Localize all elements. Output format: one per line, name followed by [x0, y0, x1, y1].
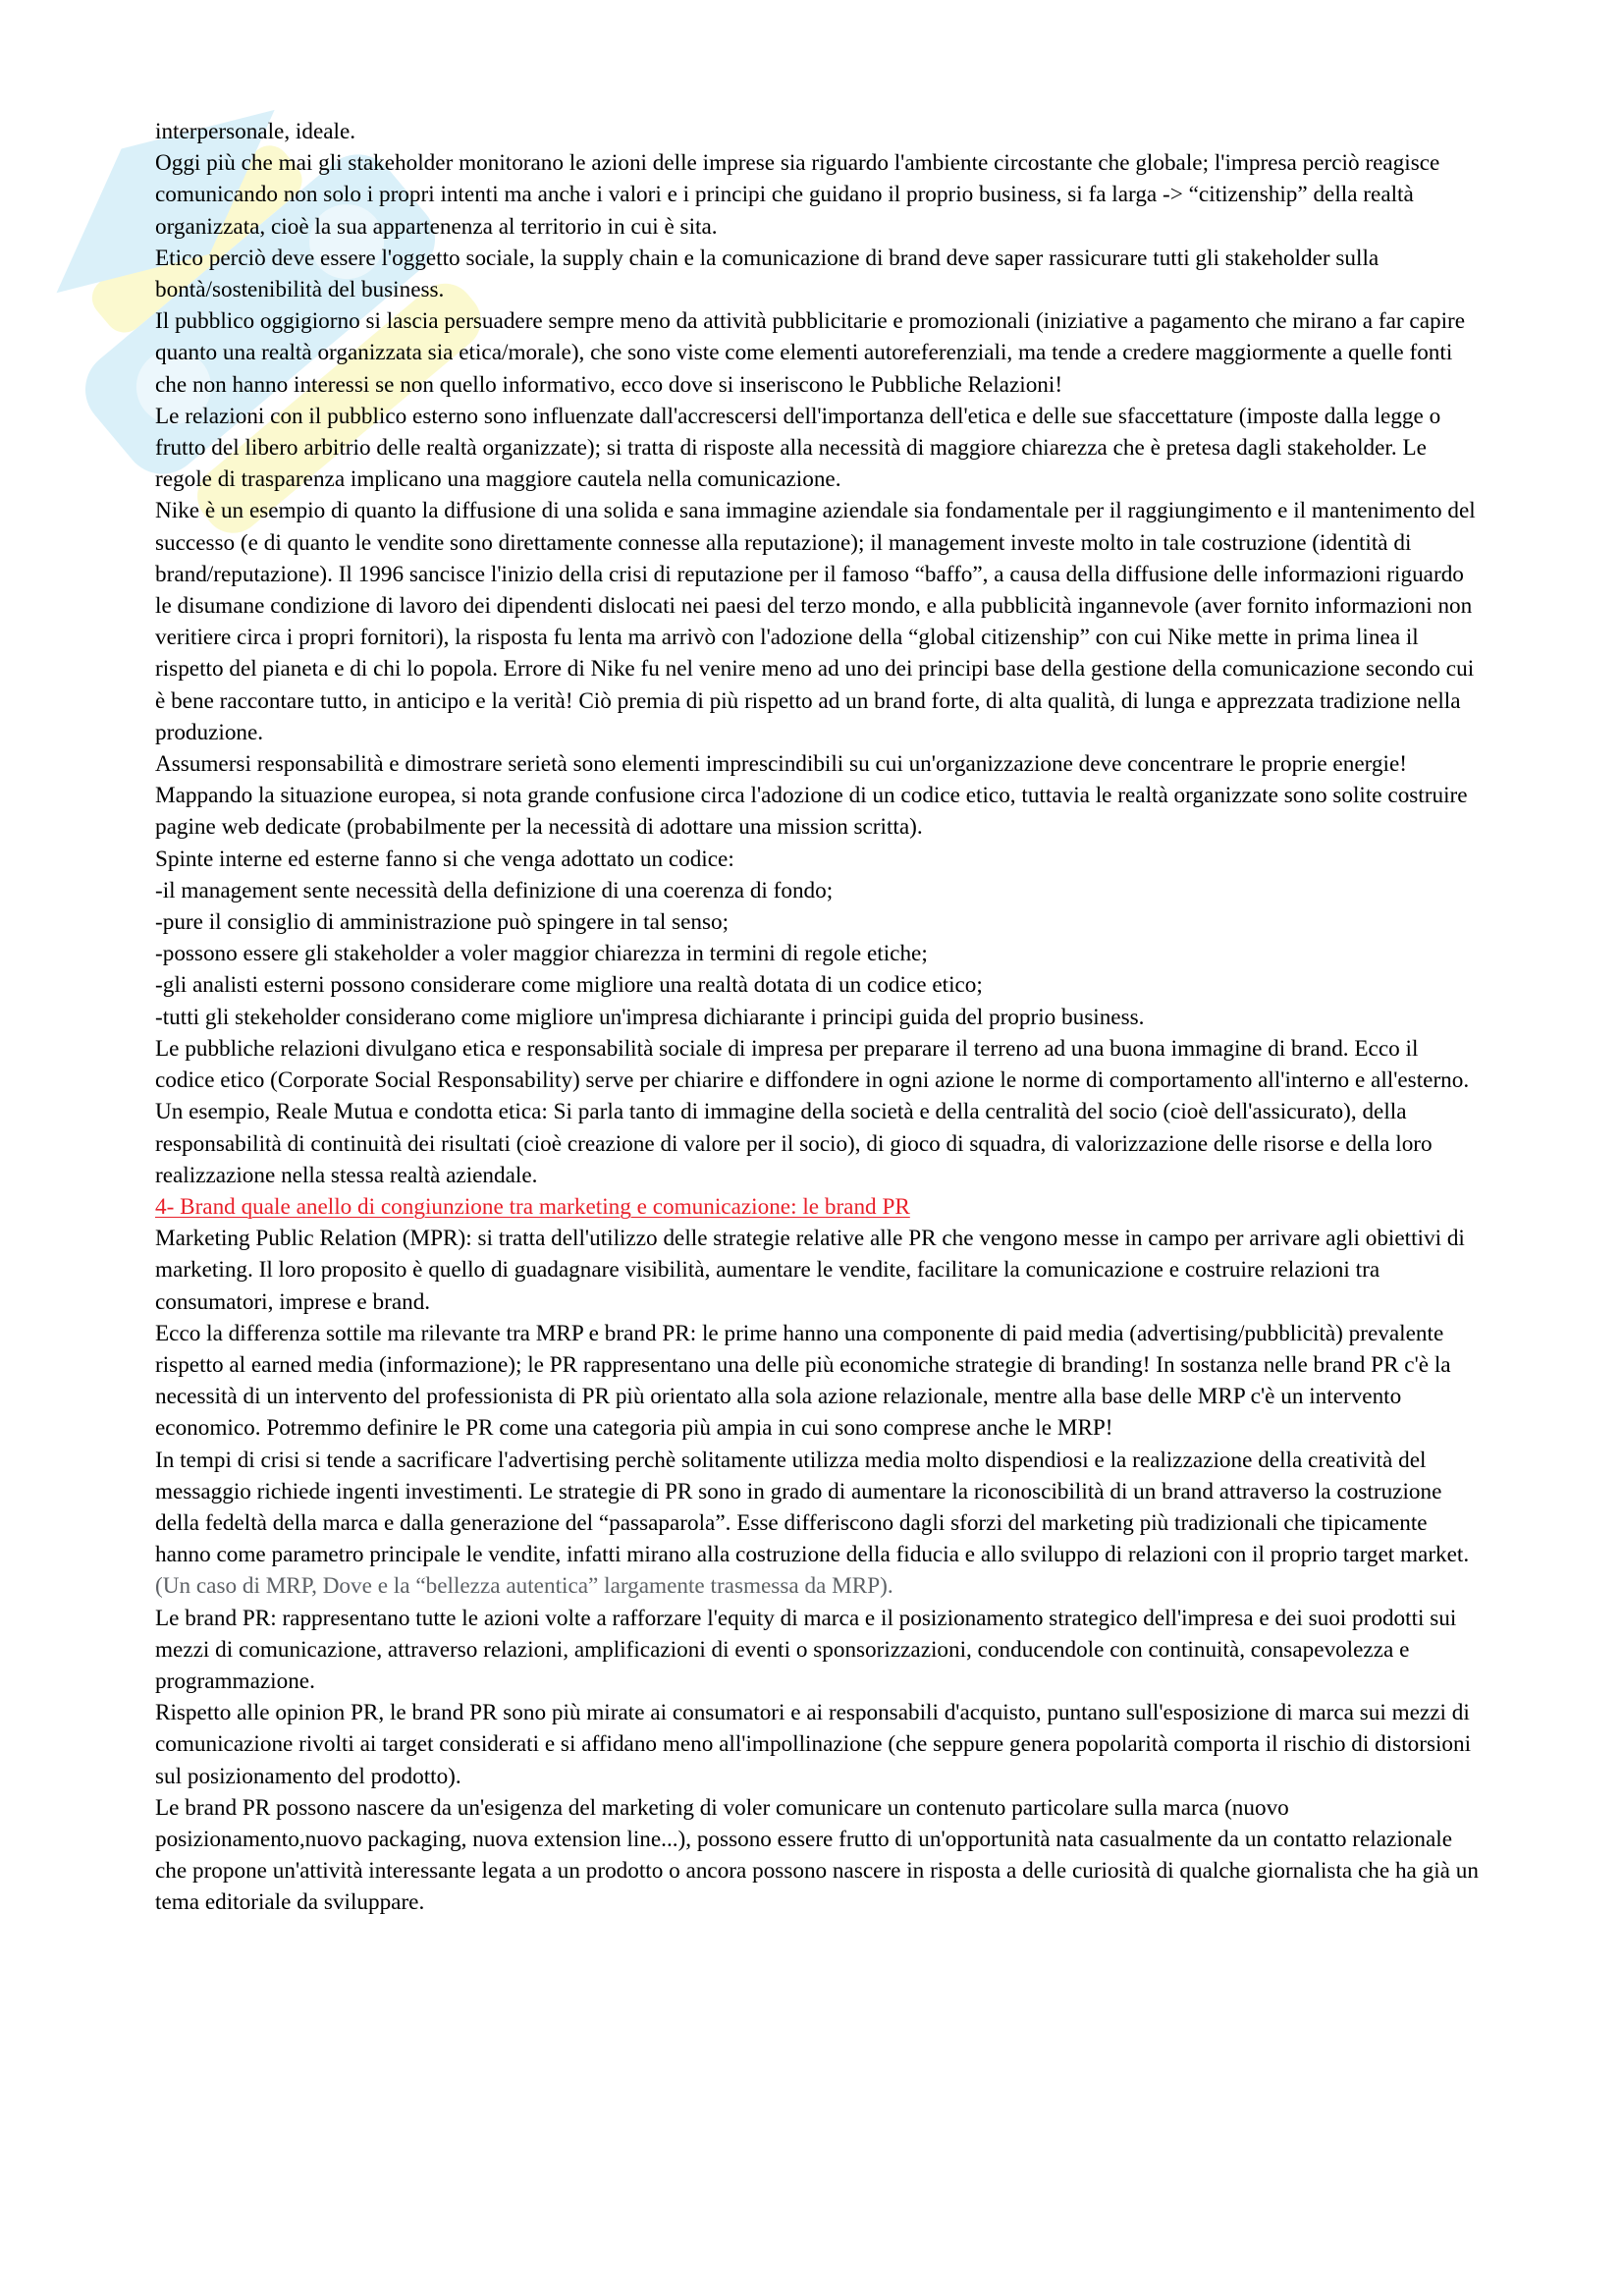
paragraph: Le relazioni con il pubblico esterno sono influenzate dall'accrescersi dell'importanza dell'etica e delle sue sfaccettature (imposte dalla legge o frutto del libero arbitrio delle realtà organizzate); si tratta di risposte alla necessità di maggiore chiarezza che è pretesa dagli stakeholder. Le regole di trasparenza implicano una maggiore cautela nella comunicazione. [155, 403, 1441, 493]
paragraph: Etico perciò deve essere l'oggetto sociale, la supply chain e la comunicazione di brand deve saper rassicurare tutti gli stakeholder sulla bontà/sostenibilità del business. [155, 245, 1380, 303]
aside-note: (Un caso di MRP, Dove e la “bellezza autentica” largamente trasmessa da MRP). [155, 1573, 893, 1600]
document-body [155, 116, 1481, 1919]
list-item: -gli analisti esterni possono considerare come migliore una realtà dotata di un codice etico; [155, 972, 983, 999]
paragraph: Le brand PR: rappresentano tutte le azioni volte a rafforzare l'equity di marca e il posizionamento strategico dell'impresa e dei suoi prodotti sui mezzi di comunicazione, attraverso relazioni, amplificazioni di eventi o sponsorizzazioni, conducendole con continuità, consapevolezza e programmazione. [155, 1605, 1457, 1694]
paragraph: Spinte interne ed esterne fanno si che venga adottato un codice: [155, 846, 734, 872]
list-item: -pure il consiglio di amministrazione può spingere in tal senso; [155, 909, 730, 936]
list-item: -il management sente necessità della definizione di una coerenza di fondo; [155, 877, 834, 903]
paragraph: Marketing Public Relation (MPR): si tratta dell'utilizzo delle strategie relative alle PR che vengono messe in campo per arrivare agli obiettivi di marketing. Il loro proposito è quello di guadagnare visibilità, aumentare le vendite, facilitare la comunicazione e costruire relazioni tra consumatori, imprese e brand. [155, 1226, 1465, 1315]
paragraph: Oggi più che mai gli stakeholder monitorano le azioni delle imprese sia riguardo l'ambiente circostante che globale; l'impresa perciò reagisce comunicando non solo i propri intenti ma anche i valori e i principi che guidano il proprio business, si fa larga -> “citizenship” della realtà organizzata, cioè la sua appartenenza al territorio in cui è sita. [155, 150, 1440, 240]
paragraph: Il pubblico oggigiorno si lascia persuadere sempre meno da attività pubblicitarie e promozionali (iniziative a pagamento che mirano a far capire quanto una realtà organizzata sia etica/morale), che sono viste come elementi autoreferenziali, ma tende a credere maggiormente a quelle fonti che non hanno interessi se non quello informativo, ecco dove si inseriscono le Pubbliche Relazioni! [155, 308, 1466, 398]
list-item: -tutti gli stekeholder considerano come migliore un'impresa dichiarante i principi guida del proprio business. [155, 1004, 1145, 1030]
paragraph: Le brand PR possono nascere da un'esigenza del marketing di voler comunicare un contenuto particolare sulla marca (nuovo posizionamento,nuovo packaging, nuova extension line...), possono essere frutto di un'opportunità nata casualmente da un contatto relazionale che propone un'attività interessante legata a un prodotto o ancora possono nascere in risposta a delle curiosità di qualche giornalista che ha già un tema editoriale da sviluppare. [155, 1794, 1479, 1916]
paragraph: interpersonale, ideale. [155, 119, 356, 144]
paragraph: Rispetto alle opinion PR, le brand PR sono più mirate ai consumatori e ai responsabili d'acquisto, puntano sull'esposizione di marca sui mezzi di comunicazione rivolti ai target considerati e si affidano meno all'impollinazione (che seppure genera popolarità comporta il rischio di distorsioni sul posizionamento del prodotto). [155, 1700, 1472, 1789]
paragraph: Nike è un esempio di quanto la diffusione di una solida e sana immagine aziendale sia fondamentale per il raggiungimento e il mantenimento del successo (e di quanto le vendite sono direttamente connesse alla reputazione); il management investe molto in tale costruzione (identità di brand/reputazione). Il 1996 sancisce l'inizio della crisi di reputazione per il famoso “baffo”, a causa della diffusione delle informazioni riguardo le disumane condizione di lavoro dei dipendenti dislocati nei paesi del terzo mondo, e alla pubblicità ingannevole (aver fornito informazioni non veritiere circa i propri fornitori), la risposta fu lenta ma arrivò con l'adozione della “global citizenship” con cui Nike mette in prima linea il rispetto del pianeta e di chi lo popola. Errore di Nike fu nel venire meno ad uno dei principi base della gestione della comunicazione secondo cui è bene raccontare tutto, in anticipo e la verità! Ciò premia di più rispetto ad un brand forte, di alta qualità, di lunga e apprezzata tradizione nella produzione. [155, 498, 1476, 745]
paragraph: Mappando la situazione europea, si nota grande confusione circa l'adozione di un codice etico, tuttavia le realtà organizzate sono solite costruire pagine web dedicate (probabilmente per la necessità di adottare una mission scritta). [155, 783, 1468, 841]
paragraph: Le pubbliche relazioni divulgano etica e responsabilità sociale di impresa per preparare il terreno ad una buona immagine di brand. Ecco il codice etico (Corporate Social Responsability) serve per chiarire e diffondere in ogni azione le norme di comportamento all'interno e all'esterno. [155, 1035, 1470, 1094]
paragraph: Assumersi responsabilità e dimostrare serietà sono elementi imprescindibili su cui un'organizzazione deve concentrare le proprie energie! [155, 751, 1407, 778]
list-item: -possono essere gli stakeholder a voler maggior chiarezza in termini di regole etiche; [155, 941, 928, 967]
section-heading: 4- Brand quale anello di congiunzione tra marketing e comunicazione: le brand PR [155, 1193, 910, 1220]
paragraph: Un esempio, Reale Mutua e condotta etica: Si parla tanto di immagine della società e della centralità del socio (cioè dell'assicurato), della responsabilità di continuità dei risultati (cioè creazione di valore per il socio), di gioco di squadra, di valorizzazione delle risorse e della loro realizzazione nella stessa realtà aziendale. [155, 1099, 1433, 1188]
paragraph: In tempi di crisi si tende a sacrificare l'advertising perchè solitamente utilizza media molto dispendiosi e la realizzazione della creatività del messaggio richiede ingenti investimenti. Le strategie di PR sono in grado di aumentare la riconoscibilità di un brand attraverso la costruzione della fedeltà della marca e dalla generazione del “passaparola”. Esse differiscono dagli sforzi del marketing più tradizionali che tipicamente hanno come parametro principale le vendite, infatti mirano alla costruzione della fiducia e allo sviluppo di relazioni con il proprio target market. [155, 1447, 1470, 1568]
paragraph: Ecco la differenza sottile ma rilevante tra MRP e brand PR: le prime hanno una componente di paid media (advertising/pubblicità) prevalente rispetto al earned media (informazione); le PR rappresentano una delle più economiche strategie di branding! In sostanza nelle brand PR c'è la necessità di un intervento del professionista di PR più orientato alla sola azione relazionale, mentre alla base delle MRP c'è un intervento economico. Potremmo definire le PR come una categoria più ampia in cui sono comprese anche le MRP! [155, 1320, 1451, 1442]
